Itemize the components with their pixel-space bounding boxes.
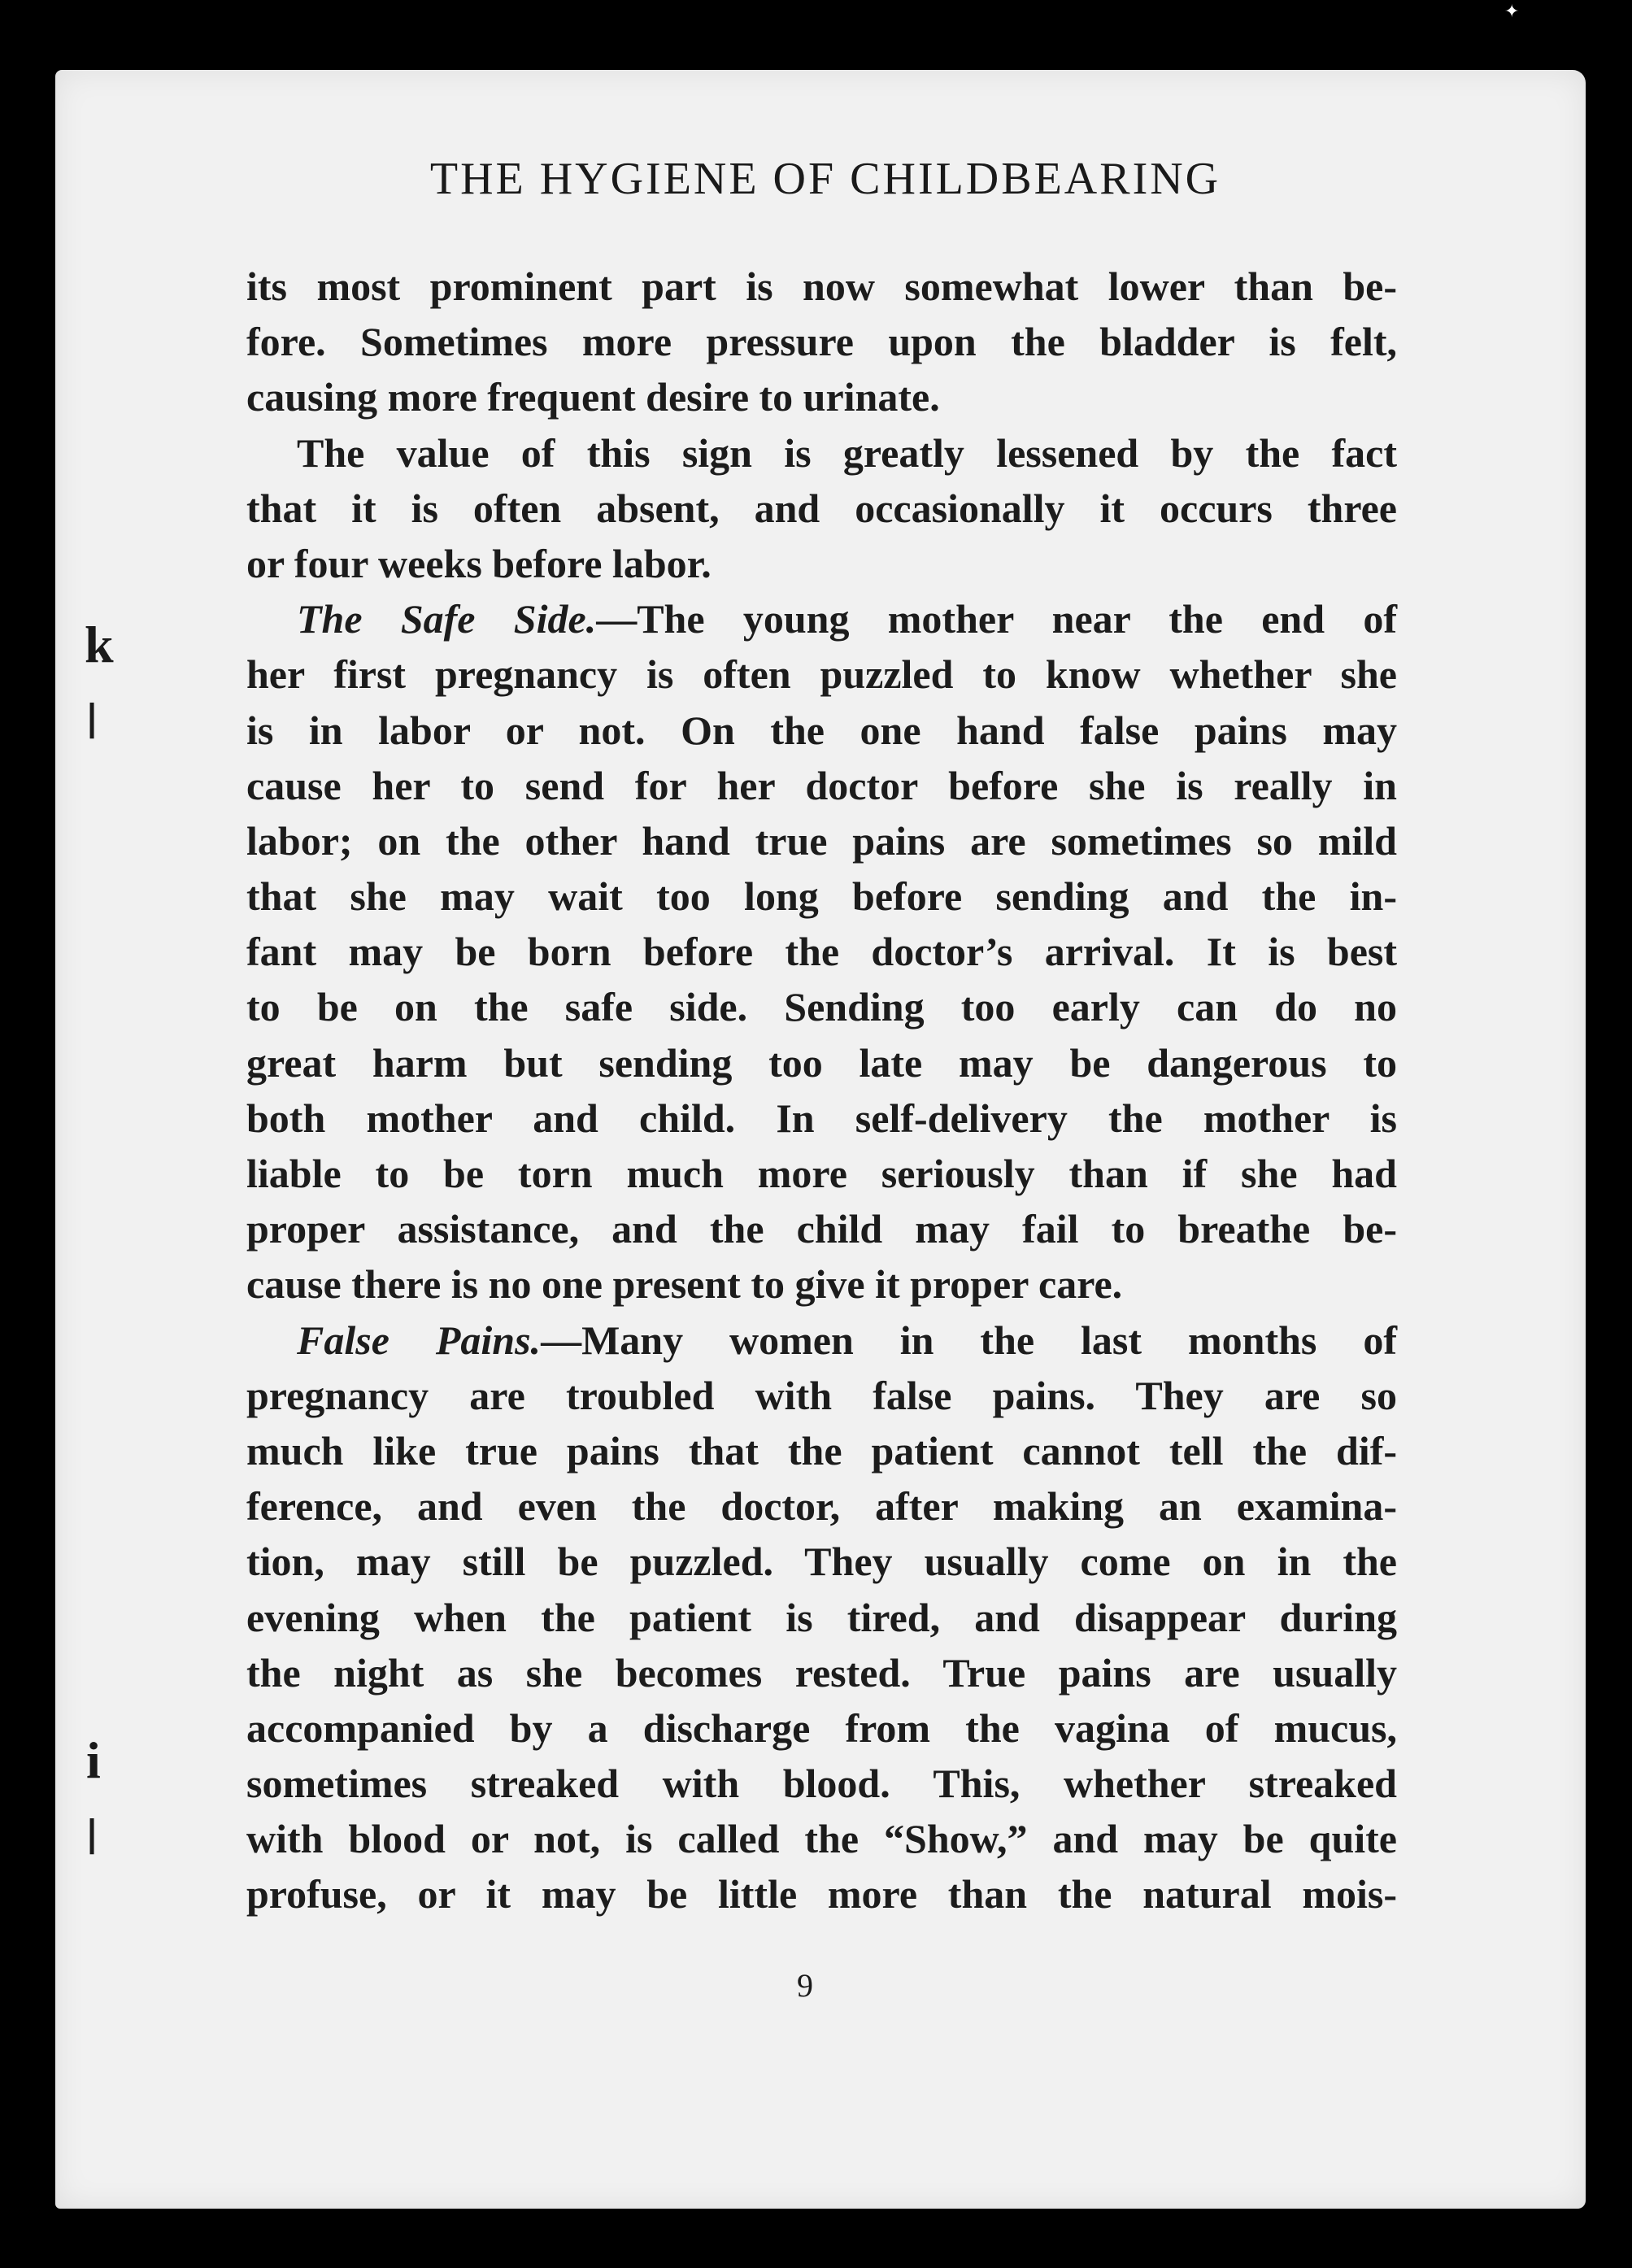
line-text: —Many women in the last months of bbox=[541, 1317, 1397, 1363]
text-line bbox=[246, 314, 1397, 369]
line-text: fant may be born before the doctor’s arrival. It is best bbox=[246, 929, 1397, 975]
line-text: —The young mother near the end of bbox=[596, 596, 1397, 642]
margin-mark: k bbox=[85, 616, 114, 673]
line-text: pregnancy are troubled with false pains. They are so bbox=[246, 1372, 1397, 1418]
line-text: proper assistance, and the child may fail to breathe be- bbox=[246, 1206, 1397, 1252]
margin-mark: ǀ bbox=[86, 1808, 98, 1865]
text-line bbox=[246, 536, 1397, 591]
text-line bbox=[246, 646, 1397, 702]
text-line bbox=[246, 1201, 1397, 1256]
line-text: liable to be torn much more seriously than if she had bbox=[246, 1151, 1397, 1196]
text-line bbox=[246, 1700, 1397, 1756]
text-line bbox=[246, 868, 1397, 924]
margin-mark: i bbox=[86, 1731, 101, 1789]
text-line bbox=[246, 1146, 1397, 1201]
line-text: sometimes streaked with blood. This, whether streaked bbox=[246, 1761, 1397, 1807]
running-head: THE HYGIENE OF CHILDBEARING bbox=[429, 154, 1221, 204]
text-line bbox=[246, 1035, 1397, 1090]
line-text: great harm but sending too late may be dangerous to bbox=[246, 1039, 1397, 1086]
text-line bbox=[246, 979, 1397, 1034]
line-text: her first pregnancy is often puzzled to know whether she bbox=[246, 651, 1397, 698]
corner-scan-artifact: ✦ bbox=[1504, 2, 1520, 22]
page-number: 9 bbox=[797, 1967, 813, 2004]
line-text: to be on the safe side. Sending too early can do no bbox=[246, 984, 1397, 1030]
text-line bbox=[246, 1866, 1397, 1922]
line-text: The value of this sign is greatly lessened by the fact bbox=[297, 429, 1397, 476]
text-line bbox=[246, 703, 1397, 758]
section-heading: False Pains. bbox=[297, 1317, 542, 1363]
text-line bbox=[246, 1756, 1397, 1811]
line-text: labor; on the other hand true pains are sometimes so mild bbox=[246, 817, 1397, 864]
text-line bbox=[246, 1590, 1397, 1645]
line-text: profuse, or it may be little more than the natural mois- bbox=[246, 1871, 1397, 1918]
text-line bbox=[246, 1423, 1397, 1478]
line-text: with blood or not, is called the “Show,” and may be quite bbox=[246, 1816, 1397, 1862]
text-line bbox=[246, 758, 1397, 813]
line-text: causing more frequent desire to urinate. bbox=[246, 374, 940, 420]
line-text: is in labor or not. On the one hand false pains may bbox=[246, 707, 1397, 753]
text-line bbox=[246, 1368, 1397, 1423]
text-line bbox=[246, 1090, 1397, 1146]
text-line bbox=[246, 1478, 1397, 1534]
text-line bbox=[246, 369, 1397, 424]
text-line bbox=[246, 1534, 1397, 1589]
text-line bbox=[246, 813, 1397, 868]
text-line bbox=[246, 259, 1397, 314]
line-text: fore. Sometimes more pressure upon the bladder is felt, bbox=[246, 319, 1397, 365]
line-text: that it is often absent, and occasionally it occurs three bbox=[246, 485, 1397, 531]
section-heading: The Safe Side. bbox=[297, 596, 597, 642]
line-text: cause there is no one present to give it proper care. bbox=[246, 1261, 1123, 1308]
text-line bbox=[246, 1312, 1397, 1368]
line-text: its most prominent part is now somewhat lower than be- bbox=[246, 263, 1397, 309]
line-text: both mother and child. In self-delivery the mother is bbox=[246, 1095, 1397, 1141]
line-text: ference, and even the doctor, after making an examina- bbox=[246, 1483, 1397, 1530]
text-line bbox=[246, 924, 1397, 979]
line-text: cause her to send for her doctor before she is really in bbox=[246, 762, 1397, 808]
line-text: or four weeks before labor. bbox=[246, 540, 712, 586]
text-line bbox=[246, 481, 1397, 536]
body-text bbox=[246, 259, 1397, 1922]
line-text: tion, may still be puzzled. They usually come on in the bbox=[246, 1539, 1397, 1585]
text-line bbox=[246, 591, 1397, 646]
line-text: the night as she becomes rested. True pains are usually bbox=[246, 1649, 1397, 1696]
line-text: accompanied by a discharge from the vagina of mucus, bbox=[246, 1704, 1397, 1751]
text-line bbox=[246, 1811, 1397, 1866]
line-text: evening when the patient is tired, and disappear during bbox=[246, 1594, 1397, 1640]
text-line bbox=[246, 1645, 1397, 1700]
line-text: that she may wait too long before sending and the in- bbox=[246, 873, 1397, 920]
text-line bbox=[246, 425, 1397, 481]
line-text: much like true pains that the patient cannot tell the dif- bbox=[246, 1427, 1397, 1474]
text-line bbox=[246, 1256, 1397, 1312]
margin-mark: ǀ bbox=[86, 692, 98, 750]
